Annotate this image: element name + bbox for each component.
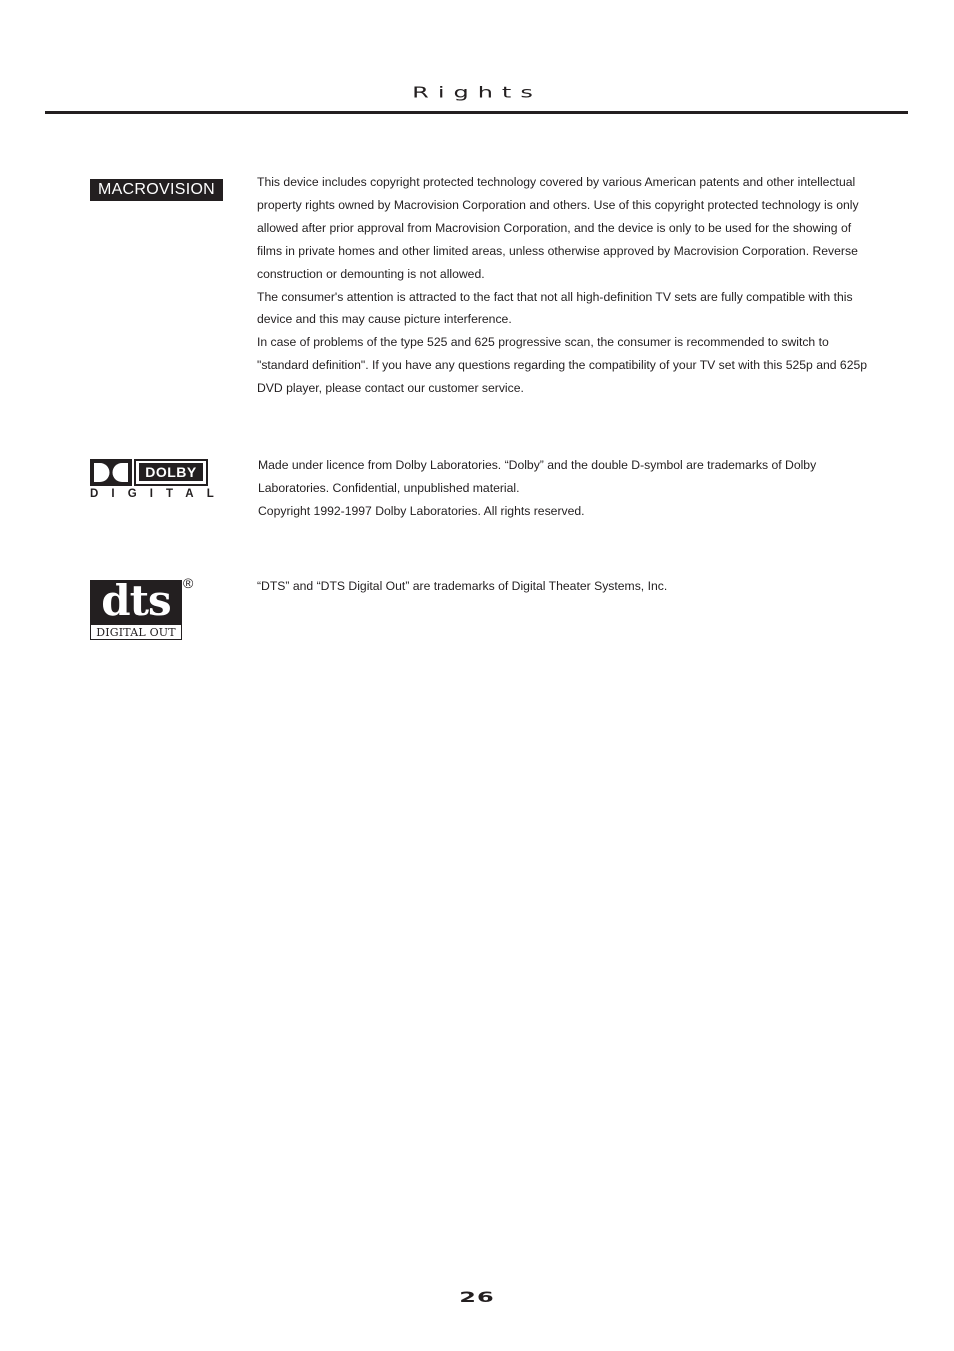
registered-mark-icon: ® [183,575,194,591]
macrovision-logo-text: MACROVISION [97,181,216,198]
macrovision-paragraph-3: In case of problems of the type 525 and 625 progressive scan, the consumer is recommended to switch to "standard definition". If you have any questions regarding the compatibility of your TV set with this 525p and 625p DVD player, please contact our customer service. [257,335,868,396]
dolby-digital-logo [90,459,227,503]
dts-digital-out-subtitle: DIGITAL OUT [96,626,176,639]
page-title: Rights [412,83,542,101]
dolby-paragraph-1: Made under licence from Dolby Laboratories. “Dolby” and the double D-symbol are trademarks of Dolby Laboratories. Confidential, unpublished material. [258,458,817,495]
macrovision-text [257,171,869,400]
macrovision-paragraph-2: The consumer's attention is attracted to the fact that not all high-definition TV sets are fully compatible with this device and this may cause picture interference. [257,289,853,327]
dolby-text [258,454,870,523]
title-rule [45,111,908,114]
dts-digital-out-logo [90,576,200,642]
dolby-digital-subtitle: DIGITAL [90,488,227,500]
dts-paragraph-1: “DTS” and “DTS Digital Out” are trademarks of Digital Theater Systems, Inc. [257,579,668,593]
dolby-paragraph-2: Copyright 1992-1997 Dolby Laboratories. All rights reserved. [258,503,585,518]
dolby-word-box [134,459,208,486]
dts-logo-box [90,576,182,640]
double-d-icon [90,459,132,486]
dts-text [257,575,869,598]
dolby-word: DOLBY [139,463,203,481]
macrovision-logo [90,179,223,201]
dts-word: dts [91,581,181,625]
macrovision-paragraph-1: This device includes copyright protected technology covered by various American patents and other intellectual property rights owned by Macrovision Corporation and others. Use of this copyright protected technology is only allowed after prior approval from Macrovision Corporation, and the device is only to be used for the showing of films in private homes and other limited areas, unless otherwise approved by Macrovision Corporation. Reverse construction or demounting is not allowed. [257,175,859,281]
page-number: 26 [459,1289,495,1306]
